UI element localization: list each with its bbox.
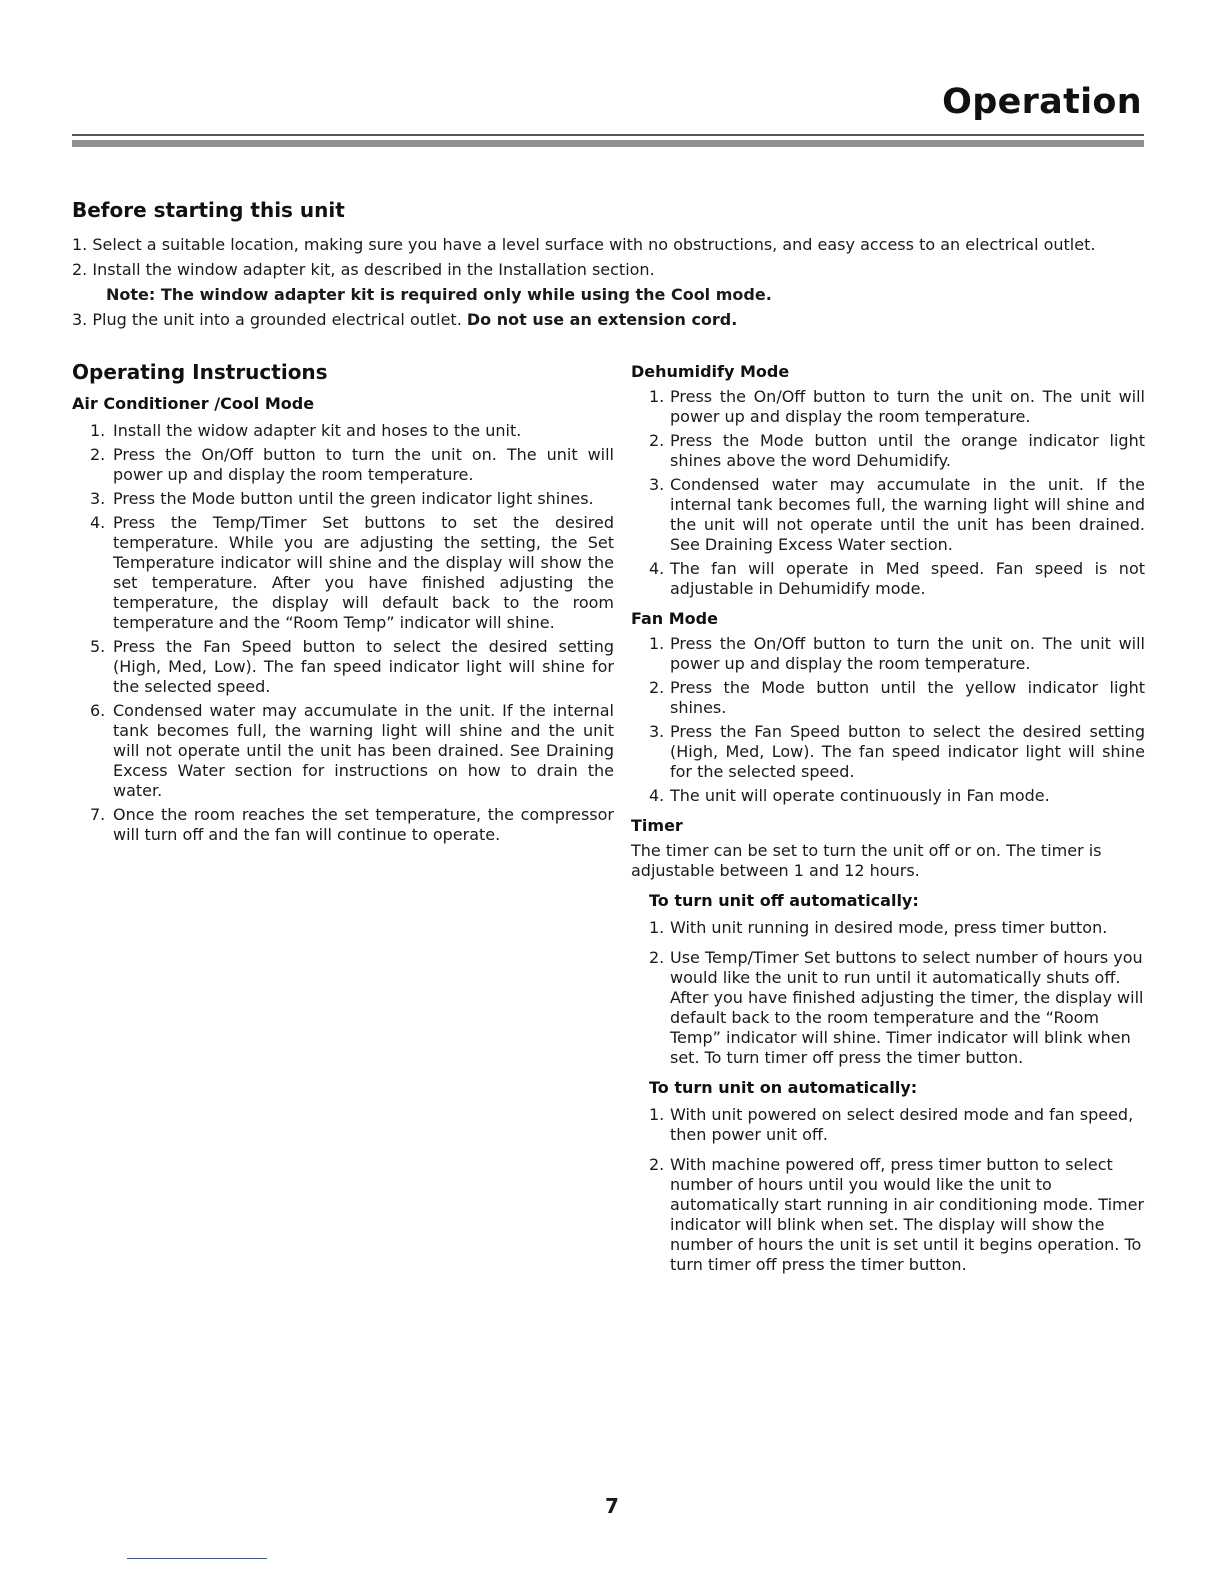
timer-heading: Timer [631,816,683,835]
step-text: Press the Fan Speed button to select the desired setting (High, Med, Low). The fan speed indicator light will shine for the selected speed. [670,722,1145,781]
list-item: 6. Condensed water may accumulate in the unit. If the internal tank becomes full, the warning light will shine and the unit will not operate until the unit has been drained. See Draining Excess Water section for instructions on how to drain the water. [90,701,614,800]
list-item: 1. Install the widow adapter kit and hoses to the unit. [90,421,522,440]
timer-on-steps [631,1105,1145,1275]
extension-cord-warning: Do not use an extension cord. [466,310,738,329]
right-column [631,360,1145,1285]
fan-mode-steps [631,634,1145,806]
step-text: Press the Mode button until the green indicator light shines. [113,489,594,508]
list-item: 2. With machine powered off, press timer button to select number of hours until you would like the unit to automatically start running in air conditioning mode. Timer indicator will blink when set. The display will show the number of hours the unit is set until it begins operation. To turn timer off press the timer button. [649,1155,1145,1274]
list-item: 2. Press the Mode button until the orange indicator light shines above the word Dehumidify. [649,431,1145,470]
list-item: 4. The unit will operate continuously in Fan mode. [649,786,1050,805]
before-item-2: 2. Install the window adapter kit, as described in the Installation section. [72,260,655,279]
step-text: Press the Mode button until the yellow indicator light shines. [670,678,1145,717]
list-item: 3. Press the Fan Speed button to select the desired setting (High, Med, Low). The fan speed indicator light will shine for the selected speed. [649,722,1145,781]
list-item: 3. Condensed water may accumulate in the unit. If the internal tank becomes full, the warning light will shine and the unit will not operate until the unit has been drained. See Draining Excess Water section. [649,475,1145,554]
before-item-3 [72,307,1152,332]
step-text: Press the On/Off button to turn the unit on. The unit will power up and display the room temperature. [670,634,1145,673]
step-text: Condensed water may accumulate in the unit. If the internal tank becomes full, the warning light will shine and the unit will not operate until the unit has been drained. See Draining Excess Water section for instructions on how to drain the water. [113,701,614,800]
step-text: Press the Mode button until the orange indicator light shines above the word Dehumidify. [670,431,1145,470]
before-item-3-text: 3. Plug the unit into a grounded electrical outlet. [72,310,467,329]
step-text: With unit running in desired mode, press timer button. [670,918,1108,937]
left-column [72,360,614,849]
step-text: The unit will operate continuously in Fan mode. [670,786,1050,805]
step-text: With machine powered off, press timer button to select number of hours until you would like the unit to automatically start running in air conditioning mode. Timer indicator will blink when set. The display will show the number of hours the unit is set until it begins operation. To turn timer off press the timer button. [670,1155,1145,1274]
step-text: Use Temp/Timer Set buttons to select number of hours you would like the unit to run until it automatically shuts off. After you have finished adjusting the timer, the display will default back to the room temperature and the “Room Temp” indicator will shine. Timer indicator will blink when set. To turn timer off press the timer button. [670,948,1144,1067]
operating-instructions-heading: Operating Instructions [72,360,328,384]
timer-intro: The timer can be set to turn the unit off or on. The timer is adjustable between 1 and 12 hours. [631,841,1102,880]
dehumidify-mode-steps [631,387,1145,599]
cool-mode-steps [72,421,614,845]
dehumidify-mode-heading: Dehumidify Mode [631,362,790,381]
list-item: 2. Press the On/Off button to turn the unit on. The unit will power up and display the room temperature. [90,445,614,484]
page-number: 7 [605,1494,619,1518]
list-item: 1. Press the On/Off button to turn the unit on. The unit will power up and display the room temperature. [649,634,1145,673]
list-item: 4. Press the Temp/Timer Set buttons to set the desired temperature. While you are adjusting the setting, the Set Temperature indicator will shine and the display will show the set temperature. After you have finished adjusting the temperature, the display will default back to the room temperature and the “Room Temp” indicator will shine. [90,513,614,632]
list-item: 4. The fan will operate in Med speed. Fan speed is not adjustable in Dehumidify mode. [649,559,1145,598]
list-item: 2. Press the Mode button until the yellow indicator light shines. [649,678,1145,717]
step-text: Press the Fan Speed button to select the desired setting (High, Med, Low). The fan speed indicator light will shine for the selected speed. [113,637,614,696]
step-text: Once the room reaches the set temperature, the compressor will turn off and the fan will continue to operate. [113,805,614,844]
list-item: 5. Press the Fan Speed button to select the desired setting (High, Med, Low). The fan speed indicator light will shine for the selected speed. [90,637,614,696]
step-text: Press the On/Off button to turn the unit on. The unit will power up and display the room temperature. [113,445,614,484]
before-starting-heading: Before starting this unit [72,198,345,222]
fan-mode-heading: Fan Mode [631,609,718,628]
list-item: 2. Use Temp/Timer Set buttons to select number of hours you would like the unit to run until it automatically shuts off. After you have finished adjusting the timer, the display will default back to the room temperature and the “Room Temp” indicator will shine. Timer indicator will blink when set. To turn timer off press the timer button. [649,948,1144,1067]
list-item: 1. With unit powered on select desired mode and fan speed, then power unit off. [649,1105,1134,1144]
step-text: Install the widow adapter kit and hoses to the unit. [113,421,522,440]
header-rule-thick [72,140,1144,147]
list-item: 1. With unit running in desired mode, press timer button. [649,918,1108,937]
list-item: 3. Press the Mode button until the green indicator light shines. [90,489,594,508]
timer-off-steps [631,918,1145,1068]
before-starting-list [72,232,1152,332]
step-text: Condensed water may accumulate in the unit. If the internal tank becomes full, the warning light will shine and the unit will not operate until the unit has been drained. See Draining Excess Water section. [670,475,1145,554]
step-text: Press the On/Off button to turn the unit on. The unit will power up and display the room temperature. [670,387,1145,426]
list-item: 7. Once the room reaches the set temperature, the compressor will turn off and the fan will continue to operate. [90,805,614,844]
list-item: 1. Press the On/Off button to turn the unit on. The unit will power up and display the room temperature. [649,387,1145,426]
step-text: Press the Temp/Timer Set buttons to set the desired temperature. While you are adjusting the setting, the Set Temperature indicator will shine and the display will show the set temperature. After you have finished adjusting the temperature, the display will default back to the room temperature and the “Room Temp” indicator will shine. [113,513,614,632]
page-title: Operation [942,82,1142,122]
footer-link-underline [127,1558,267,1559]
cool-mode-heading: Air Conditioner /Cool Mode [72,394,315,413]
window-kit-note: Note: The window adapter kit is required only while using the Cool mode. [106,285,772,304]
header-rule-thin [72,134,1144,136]
timer-on-heading: To turn unit on automatically: [649,1078,918,1097]
before-starting-section [72,198,1152,332]
step-text: With unit powered on select desired mode and fan speed, then power unit off. [670,1105,1134,1144]
header-rule [72,134,1144,148]
before-item-1: 1. Select a suitable location, making sure you have a level surface with no obstructions, and easy access to an electrical outlet. [72,235,1096,254]
timer-off-heading: To turn unit off automatically: [649,891,919,910]
step-text: The fan will operate in Med speed. Fan speed is not adjustable in Dehumidify mode. [670,559,1145,598]
